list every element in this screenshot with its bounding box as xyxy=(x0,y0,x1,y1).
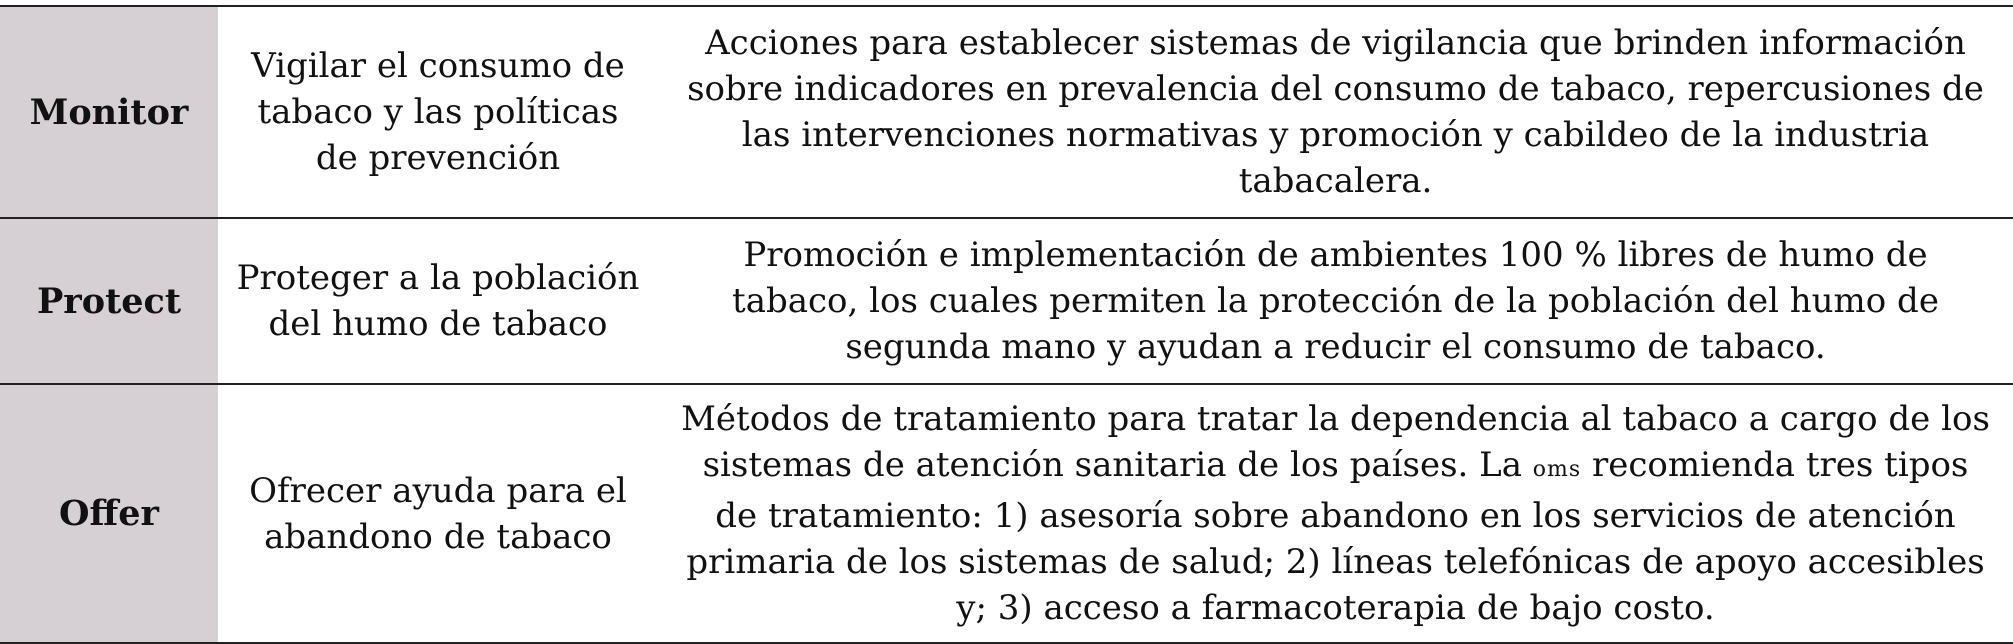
table-row-monitor xyxy=(0,6,2013,218)
row-key-cell: Protect xyxy=(0,218,218,384)
row-key-cell: Monitor xyxy=(0,6,218,218)
row-description-cell: Acciones para establecer sistemas de vigilancia que brinden información sobre indicadores en prevalencia del consumo de tabaco, repercusiones de las intervenciones normativas y promoción y cabildeo de la industria tabacalera. xyxy=(687,23,1984,201)
table-row-offer xyxy=(0,384,2013,643)
row-goal-cell: Ofrecer ayuda para el abandono de tabaco xyxy=(249,470,627,557)
row-description-cell xyxy=(658,384,2013,643)
description-text: recomienda tres tipos de tratamiento: 1) asesoría sobre abandono en los servicios de atención primaria de los sistemas de salud; 2) líneas telefónicas de apoyo accesibles y; 3) acceso a farmacoterapia de bajo costo. xyxy=(686,445,1985,628)
row-key-cell: Offer xyxy=(0,384,218,643)
table-row-protect xyxy=(0,218,2013,384)
mpower-table xyxy=(0,5,2013,644)
description-text: Métodos de tratamiento para tratar la dependencia al tabaco a cargo de los sistemas de atención sanitaria de los países. La xyxy=(681,399,1990,485)
oms-abbreviation: oms xyxy=(1532,457,1582,482)
row-goal-cell: Proteger a la población del humo de tabaco xyxy=(236,258,640,344)
row-description-cell: Promoción e implementación de ambientes 100 % libres de humo de tabaco, los cuales permiten la protección de la población del humo de segunda mano y ayudan a reducir el consumo de tabaco. xyxy=(732,235,1939,367)
row-goal-cell: Vigilar el consumo de tabaco y las políticas de prevención xyxy=(251,46,625,178)
